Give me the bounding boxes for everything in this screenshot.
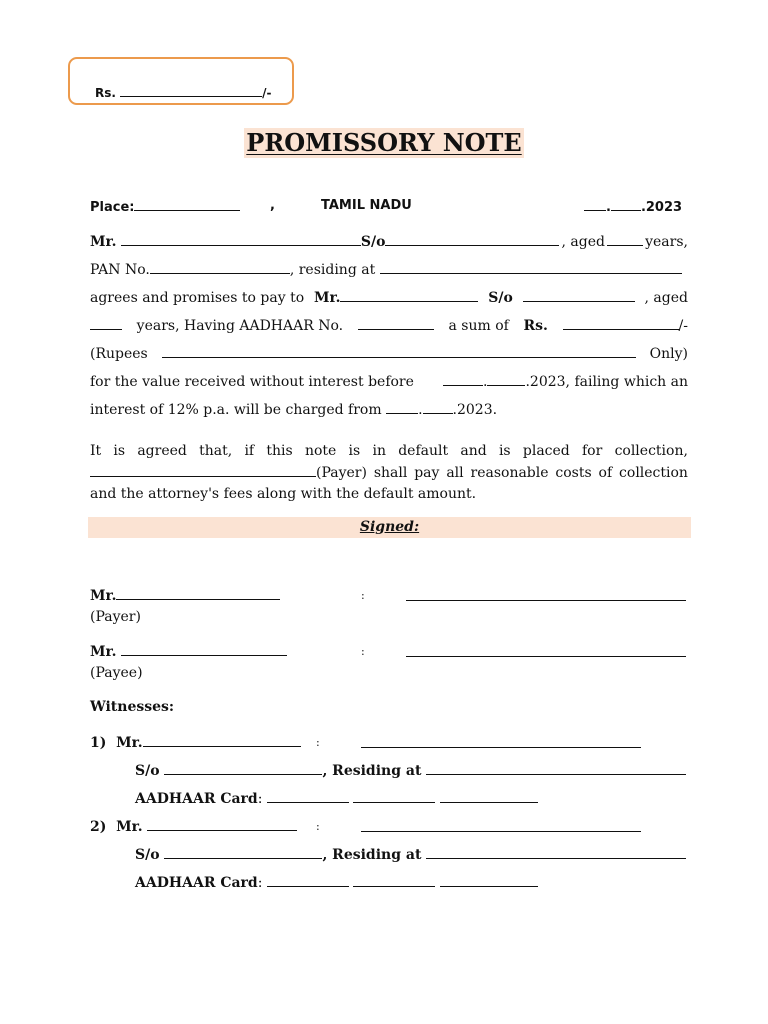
date-year: .2023 <box>640 200 683 215</box>
so-label: S/o <box>360 234 386 250</box>
word: default <box>398 443 449 459</box>
witness-2-row[interactable] <box>90 818 297 835</box>
payer-signature-blank[interactable] <box>406 588 686 601</box>
word: is <box>113 443 126 459</box>
interest-year: .2023. <box>452 402 498 418</box>
word: shall <box>373 465 408 481</box>
due-month-blank[interactable] <box>487 373 525 386</box>
witness-so-label: S/o <box>135 763 160 779</box>
witness-1-address-blank[interactable] <box>426 762 686 775</box>
mr-label: Mr. <box>90 234 117 250</box>
word: reasonable <box>470 465 549 481</box>
word: is <box>498 443 511 459</box>
body-line-7: interest of 12% p.a. will be charged from . .2023. <box>90 402 498 418</box>
payer-label: (Payer) <box>316 465 367 481</box>
word: for <box>582 443 603 459</box>
sum-text: a sum of <box>448 318 509 334</box>
aadhaar-text: years, Having AADHAAR No. <box>136 318 344 334</box>
payee-mr-label: Mr. <box>313 290 341 306</box>
colon: : <box>361 645 365 658</box>
colon: : <box>316 736 320 749</box>
witness-aadhaar-label: AADHAAR Card <box>135 875 258 891</box>
page-title: PROMISSORY NOTE <box>246 128 522 157</box>
witness-residing-label: , Residing at <box>322 763 422 779</box>
witness-number: 2) <box>90 819 107 835</box>
payee-mr-sign-label: Mr. <box>90 644 117 660</box>
age-blank[interactable] <box>607 233 643 246</box>
body-line-6: for the value received without interest before . .2023, failing which an <box>90 374 688 390</box>
only-label: Only) <box>649 346 688 362</box>
word: costs <box>555 465 592 481</box>
date-day-blank[interactable] <box>584 198 606 211</box>
witness-2-aadhaar-blank-1[interactable] <box>267 874 349 887</box>
state-label: TAMIL NADU <box>321 198 412 213</box>
place-field[interactable] <box>90 198 240 215</box>
aadhaar-colon: : <box>257 791 263 807</box>
word: if <box>244 443 255 459</box>
agreement-line-1 <box>90 442 688 460</box>
slash-label: /- <box>678 318 688 334</box>
payer-sign-name-blank[interactable] <box>116 587 280 600</box>
witness-1-name-blank[interactable] <box>143 734 301 747</box>
rupees-words-blank[interactable] <box>162 345 636 358</box>
word: this <box>266 443 293 459</box>
agreement-line-2 <box>90 464 688 482</box>
place-label: Place: <box>90 200 135 215</box>
payee-signature-blank[interactable] <box>406 644 686 657</box>
address-blank[interactable] <box>380 261 682 274</box>
word: agreed <box>137 443 187 459</box>
witness-2-aadhaar-row[interactable] <box>135 874 538 891</box>
amount-prefix: Rs. <box>95 86 116 100</box>
witness-2-address-blank[interactable] <box>426 846 686 859</box>
payer-name-blank[interactable] <box>90 464 316 477</box>
payee-aged-label: , aged <box>644 290 688 306</box>
witness-1-so-row[interactable] <box>135 762 686 779</box>
witness-aadhaar-label: AADHAAR Card <box>135 791 258 807</box>
payee-signature-row[interactable] <box>90 643 287 660</box>
body-line-4 <box>90 317 688 335</box>
witness-1-aadhaar-blank-2[interactable] <box>353 790 435 803</box>
sum-blank[interactable] <box>563 317 679 330</box>
witness-2-name-blank[interactable] <box>147 818 297 831</box>
payee-role: (Payee) <box>90 665 143 681</box>
payee-name-blank[interactable] <box>340 289 478 302</box>
payee-sign-name-blank[interactable] <box>121 643 287 656</box>
witness-1-aadhaar-row[interactable] <box>135 790 538 807</box>
amount-blank[interactable] <box>120 84 262 97</box>
aadhaar-blank[interactable] <box>358 317 434 330</box>
witness-1-aadhaar-blank-1[interactable] <box>267 790 349 803</box>
word: collection, <box>614 443 688 459</box>
word: placed <box>522 443 570 459</box>
word: that, <box>199 443 233 459</box>
word: collection <box>619 465 688 481</box>
residing-label: , residing at <box>289 262 376 278</box>
pan-blank[interactable] <box>150 261 290 274</box>
date-month-blank[interactable] <box>611 198 641 211</box>
aged-label: , aged <box>561 234 605 250</box>
father-name-blank[interactable] <box>385 233 559 246</box>
witness-1-signature-blank[interactable] <box>361 735 641 748</box>
witness-mr-label: Mr. <box>116 819 143 835</box>
place-blank[interactable] <box>134 198 240 211</box>
amount-suffix: /- <box>262 86 272 100</box>
name-blank[interactable] <box>121 233 361 246</box>
witness-2-signature-blank[interactable] <box>361 819 641 832</box>
witness-2-aadhaar-blank-2[interactable] <box>353 874 435 887</box>
interest-month-blank[interactable] <box>423 401 453 414</box>
payer-mr-label: Mr. <box>90 588 117 604</box>
colon: : <box>361 589 365 602</box>
witnesses-label: Witnesses: <box>90 699 175 715</box>
aadhaar-colon: : <box>257 875 263 891</box>
value-received-text: for the value received without interest before <box>90 374 414 390</box>
payer-role: (Payer) <box>90 609 141 625</box>
word: of <box>598 465 613 481</box>
word: and <box>460 443 487 459</box>
failing-text: .2023, failing which an <box>525 374 688 390</box>
word: in <box>372 443 386 459</box>
witness-1-aadhaar-blank-3[interactable] <box>440 790 538 803</box>
signed-label: Signed: <box>359 519 420 535</box>
payee-age-blank[interactable] <box>90 317 122 330</box>
title-container <box>0 128 768 158</box>
body-line-1 <box>90 233 688 251</box>
rupees-label: (Rupees <box>90 346 148 362</box>
witness-2-father-blank[interactable] <box>164 846 322 859</box>
payer-signature-row[interactable] <box>90 587 280 604</box>
witness-2-so-row[interactable] <box>135 846 686 863</box>
word: is <box>348 443 361 459</box>
pan-label: PAN No. <box>90 262 150 278</box>
agreement-line-3: and the attorney's fees along with the default amount. <box>90 486 477 502</box>
witness-so-label: S/o <box>135 847 160 863</box>
witness-number: 1) <box>90 735 107 751</box>
witness-1-row[interactable] <box>90 734 301 751</box>
date-field[interactable] <box>584 198 682 215</box>
amount-field[interactable] <box>95 84 272 100</box>
payee-father-blank[interactable] <box>523 289 635 302</box>
word: note <box>304 443 337 459</box>
interest-day-blank[interactable] <box>386 401 418 414</box>
word: It <box>90 443 102 459</box>
word: all <box>446 465 464 481</box>
agrees-text: agrees and promises to pay to <box>90 290 305 306</box>
witness-1-father-blank[interactable] <box>164 762 322 775</box>
word: pay <box>414 465 440 481</box>
date-sep: . <box>606 200 611 215</box>
rs-label: Rs. <box>523 318 548 334</box>
witness-mr-label: Mr. <box>116 735 143 751</box>
colon: : <box>316 820 320 833</box>
body-line-3 <box>90 289 688 307</box>
due-day-blank[interactable] <box>443 373 483 386</box>
interest-text: interest of 12% p.a. will be charged from <box>90 402 382 418</box>
years-label: years, <box>645 234 688 250</box>
payee-so-label: S/o <box>488 290 513 306</box>
body-line-5 <box>90 345 688 363</box>
witness-2-aadhaar-blank-3[interactable] <box>440 874 538 887</box>
body-line-2 <box>90 261 688 279</box>
witness-residing-label: , Residing at <box>322 847 422 863</box>
place-comma: , <box>270 198 275 213</box>
